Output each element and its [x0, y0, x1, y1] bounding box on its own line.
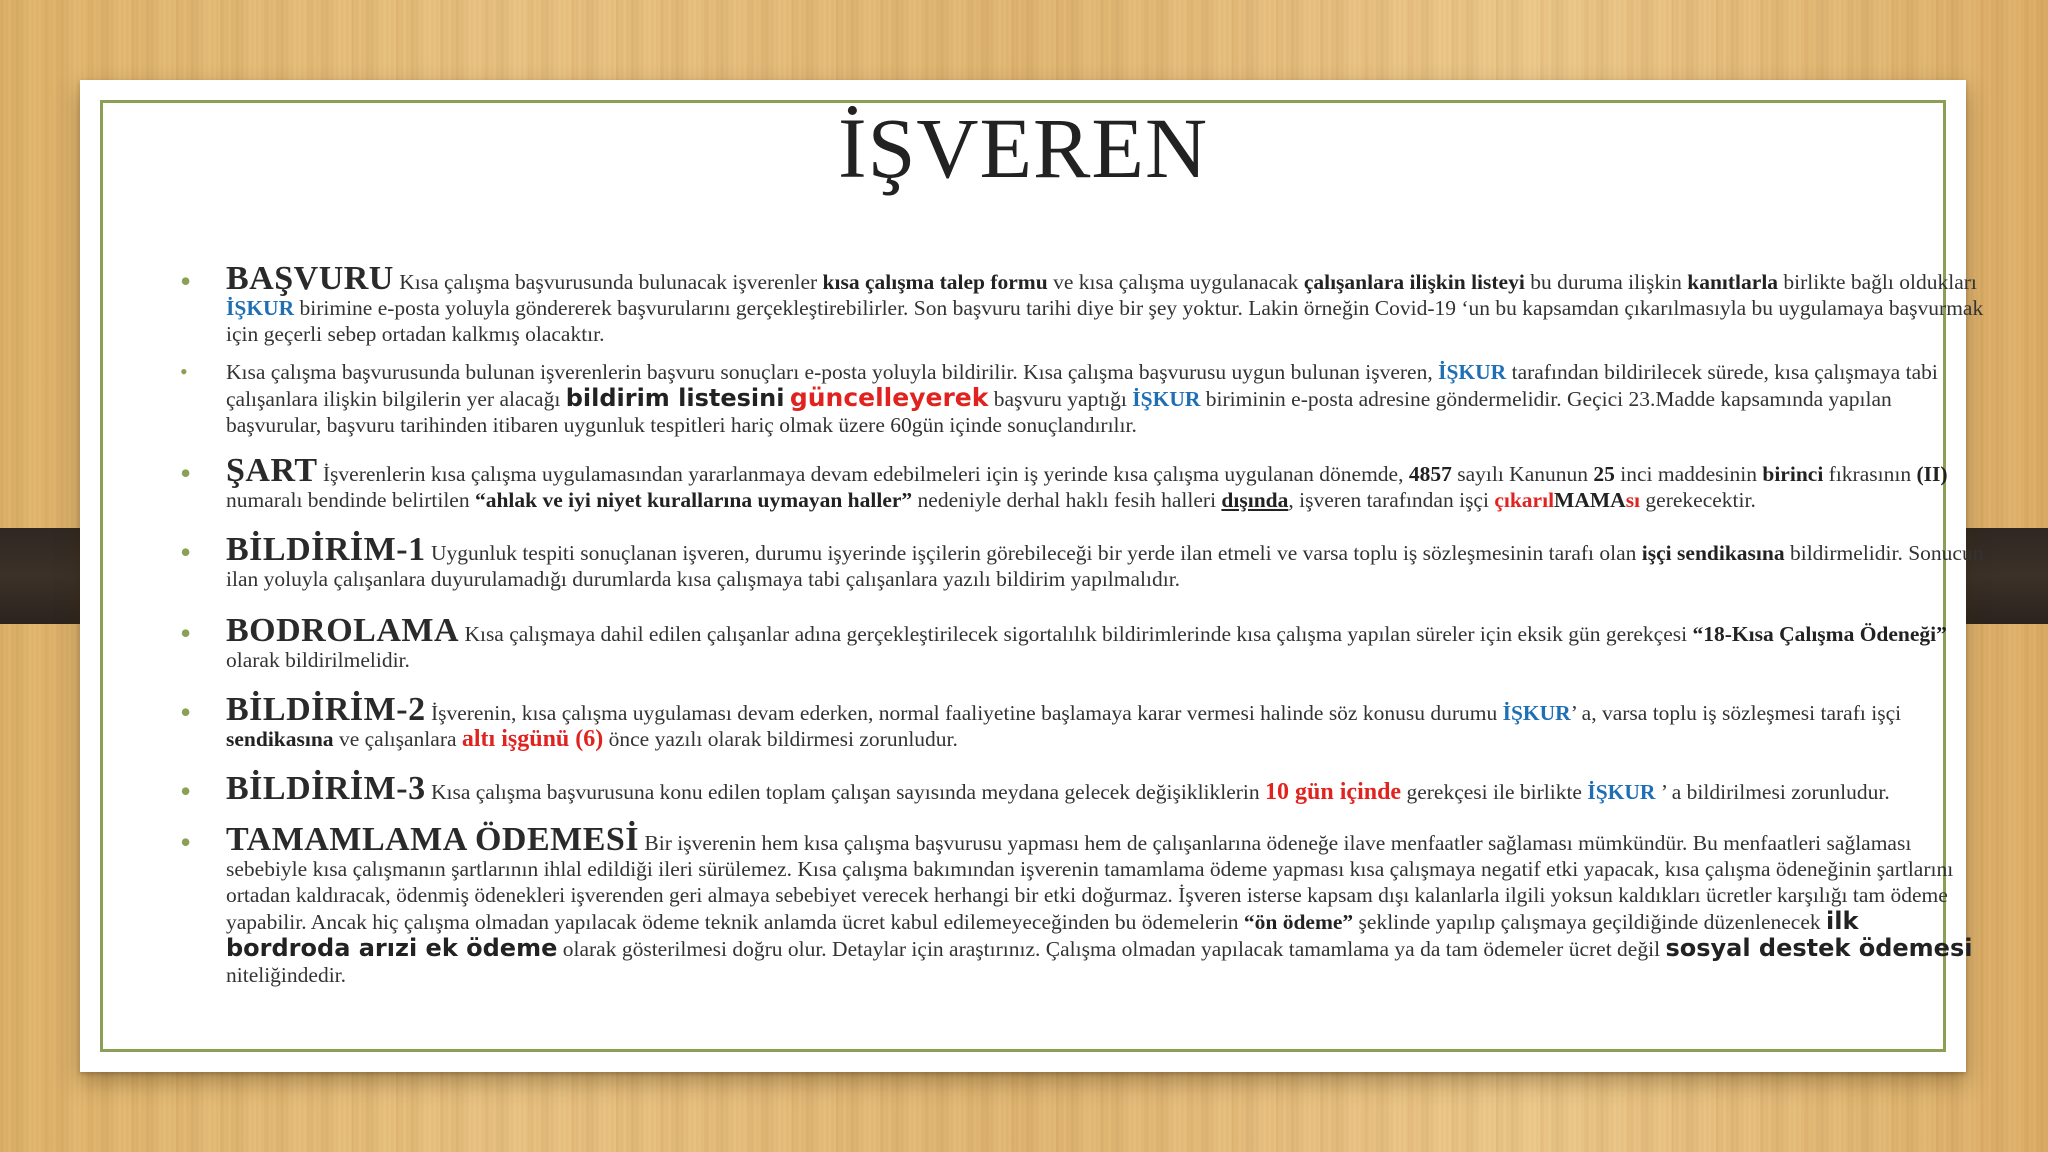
- body-text: ’ a, varsa toplu iş sözleşmesi tarafı işçi: [1570, 701, 1902, 725]
- item-heading: BAŞVURU: [226, 260, 394, 297]
- item-bodrolama: [180, 612, 1990, 673]
- body-text: ve kısa çalışma uygulanacak: [1047, 270, 1304, 294]
- highlighted-text: İŞKUR: [1502, 701, 1571, 725]
- body-text: , işveren tarafından işçi: [1288, 488, 1495, 512]
- highlighted-text: işçi sendikasına: [1641, 541, 1785, 565]
- item-basvuru: [180, 260, 1990, 347]
- highlighted-text: güncelleyerek: [789, 383, 989, 412]
- item-sart: [180, 452, 1990, 513]
- bullet-icon: •: [180, 455, 192, 491]
- highlighted-text: “18-Kısa Çalışma Ödeneği”: [1692, 622, 1947, 646]
- body-text: sayılı Kanunun: [1451, 462, 1594, 486]
- slide-content: [180, 184, 1990, 988]
- item-heading: BODROLAMA: [226, 612, 460, 649]
- body-text: şeklinde yapılıp çalışmaya geçildiğinde düzenlenecek: [1353, 910, 1826, 934]
- highlighted-text: “ahlak ve iyi niyet kurallarına uymayan haller”: [474, 488, 913, 512]
- highlighted-text: birinci: [1762, 462, 1824, 486]
- item-heading: ŞART: [226, 452, 318, 489]
- body-text: Kısa çalışma başvurusunda bulunacak işverenler: [393, 270, 823, 294]
- body-text: Kısa çalışma başvurusuna konu edilen toplam çalışan sayısında meydana gelecek değişikliklerin: [425, 780, 1266, 804]
- body-text: gerekecektir.: [1640, 488, 1756, 512]
- item-text: [226, 531, 1990, 592]
- highlighted-text: İŞKUR: [1438, 360, 1507, 384]
- body-text: olarak bildirilmelidir.: [226, 648, 410, 672]
- highlighted-text: 10 gün içinde: [1265, 779, 1402, 805]
- item-basvuru-sonuc: [180, 359, 1990, 438]
- slide-paper: [80, 80, 1984, 1072]
- highlighted-text: bildirim listesini: [565, 384, 785, 412]
- body-text: İşverenlerin kısa çalışma uygulamasından yararlanmaya devam edebilmeleri için iş yerinde kısa çalışma uygulanan dönemde,: [317, 462, 1409, 486]
- highlighted-text: sosyal destek ödemesi: [1665, 934, 1973, 962]
- body-text: ve çalışanlara: [333, 727, 462, 751]
- body-text: fıkrasının: [1823, 462, 1917, 486]
- body-text: niteliğindedir.: [226, 963, 347, 987]
- highlighted-text: altı işgünü (6): [461, 726, 604, 752]
- item-text: [226, 612, 1990, 673]
- body-text: İşverenin, kısa çalışma uygulaması devam ederken, normal faaliyetine başlamaya karar vermesi halinde söz konusu durumu: [425, 701, 1503, 725]
- body-text: Kısa çalışma başvurusunda bulunan işverenlerin başvuru sonuçları e-posta yoluyla bildirilir. Kısa çalışma başvurusu uygun bulunan işveren,: [226, 360, 1439, 384]
- item-text: [226, 770, 1990, 807]
- bullet-icon: •: [180, 694, 192, 730]
- body-text: numaralı bendinde belirtilen: [226, 488, 475, 512]
- body-text: biriminin e-posta adresine göndermelidir. Geçici 23.Madde kapsamında yapılan başvurular, başvuru tarihinden itibaren uygunluk tespitleri hariç olmak üzere 60gün içinde sonuçlandırılır.: [226, 387, 1892, 437]
- body-text: bu duruma ilişkin: [1524, 270, 1688, 294]
- highlighted-text: sendikasına: [226, 727, 334, 751]
- body-text: tarafından bildirilecek sürede, kısa çalışmaya tabi çalışanlara ilişkin bilgilerin yer alacağı: [226, 360, 1938, 411]
- slide-title: İŞVEREN: [837, 100, 1209, 196]
- body-text: Uygunluk tespiti sonuçlanan işveren, durumu işyerinde işçilerin görebileceği bir yerde ilan etmeli ve varsa toplu iş sözleşmesinin tarafı olan: [425, 541, 1642, 565]
- item-heading: BİLDİRİM-3: [226, 770, 426, 807]
- item-tamamlama-odemesi: [180, 821, 1990, 988]
- highlighted-text: sı: [1625, 488, 1641, 512]
- body-text: nedeniyle derhal haklı fesih halleri: [912, 488, 1222, 512]
- item-text: [226, 452, 1990, 513]
- body-text: olarak gösterilmesi doğru olur. Detaylar için araştırınız. Çalışma olmadan yapılacak tamamlama ya da tam ödemeler ücret değil: [557, 937, 1666, 961]
- body-text: gerekçesi ile birlikte: [1401, 780, 1588, 804]
- body-text: inci maddesinin: [1614, 462, 1763, 486]
- body-text: Bir işverenin hem kısa çalışma başvurusu yapması hem de çalışanlarına ödeneğe ilave menfaatler sağlaması mümkündür. Bu menfaatleri sağlaması sebebiyle kısa çalışmanın şartlarının ihlal edildiği ileri sürülemez. Kısa çalışma bakımından işverenin tamamlama ödeme yapması kısa çalışmaya negatif etki yapacak, kısa çalışma ödeneğinin şartlarını ortadan kaldıracak, ödenmiş ödenekleri işverenden geri almaya sebebiyet verecek herhangi bir etki doğurmaz. İşveren isterse kapsam dışı kalanlarla ilgili yoksun kaldıkları ücretler karşılığı tam ödeme yapabilir. Ancak hiç çalışma olmadan yapılacak ödeme teknik anlamda ücret kabul edilemeyeceğinden bu ödemelerin: [226, 831, 1954, 934]
- highlighted-text: çalışanlara ilişkin listeyi: [1303, 270, 1525, 294]
- highlighted-text: dışında: [1221, 488, 1289, 512]
- highlighted-text: çıkarıl: [1494, 488, 1555, 512]
- body-text: Kısa çalışmaya dahil edilen çalışanlar adına gerçekleştirilecek sigortalılık bildirimlerinde kısa çalışma yapılan süreler için eksik gün gerekçesi: [459, 622, 1693, 646]
- bullet-icon: •: [180, 263, 192, 299]
- highlighted-text: ilk bordroda arızi ek ödeme: [226, 907, 1859, 962]
- highlighted-text: İŞKUR: [1132, 387, 1201, 411]
- body-text: ’ a bildirilmesi zorunludur.: [1655, 780, 1890, 804]
- highlighted-text: kanıtlarla: [1687, 270, 1779, 294]
- body-text: önce yazılı olarak bildirmesi zorunludur.: [603, 727, 958, 751]
- highlighted-text: kısa çalışma talep formu: [822, 270, 1048, 294]
- item-heading: BİLDİRİM-1: [226, 531, 426, 568]
- item-bildirim-3: [180, 770, 1990, 809]
- body-text: bildirmelidir. Sonucun ilan yoluyla çalışanlara duyurulamadığı durumlarda kısa çalışmaya tabi çalışanlara yazılı bildirim yapılmalıdır.: [226, 541, 1984, 591]
- bullet-icon: •: [180, 615, 192, 651]
- highlighted-text: İŞKUR: [226, 296, 295, 320]
- bullet-icon: •: [180, 824, 192, 860]
- highlighted-text: İŞKUR: [1587, 780, 1656, 804]
- item-text: [226, 691, 1990, 752]
- highlighted-text: MAMA: [1554, 488, 1626, 512]
- bullet-icon: •: [180, 359, 188, 384]
- bullet-icon: •: [180, 773, 192, 809]
- body-text: birimine e-posta yoluyla göndererek başvurularını gerçekleştirebilirler. Son başvuru tarihi diye bir şey yoktur. Lakin örneğin Covid-19 ‘un bu kapsamdan çıkarılmasıyla bu uygulamaya başvurmak için geçerli sebep ortadan kalkmış olacaktır.: [226, 296, 1984, 346]
- item-bildirim-1: [180, 531, 1990, 592]
- highlighted-text: 4857: [1408, 462, 1452, 486]
- item-text: [226, 821, 1990, 988]
- highlighted-text: “ön ödeme”: [1243, 910, 1354, 934]
- body-text: başvuru yaptığı: [988, 387, 1133, 411]
- bullet-icon: •: [180, 534, 192, 570]
- item-heading: TAMAMLAMA ÖDEMESİ: [226, 821, 640, 858]
- item-bildirim-2: [180, 691, 1990, 752]
- item-text: [226, 260, 1990, 347]
- item-heading: BİLDİRİM-2: [226, 691, 426, 728]
- item-text: [226, 359, 1990, 438]
- highlighted-text: 25: [1593, 462, 1615, 486]
- body-text: birlikte bağlı oldukları: [1778, 270, 1977, 294]
- highlighted-text: (II): [1916, 462, 1948, 486]
